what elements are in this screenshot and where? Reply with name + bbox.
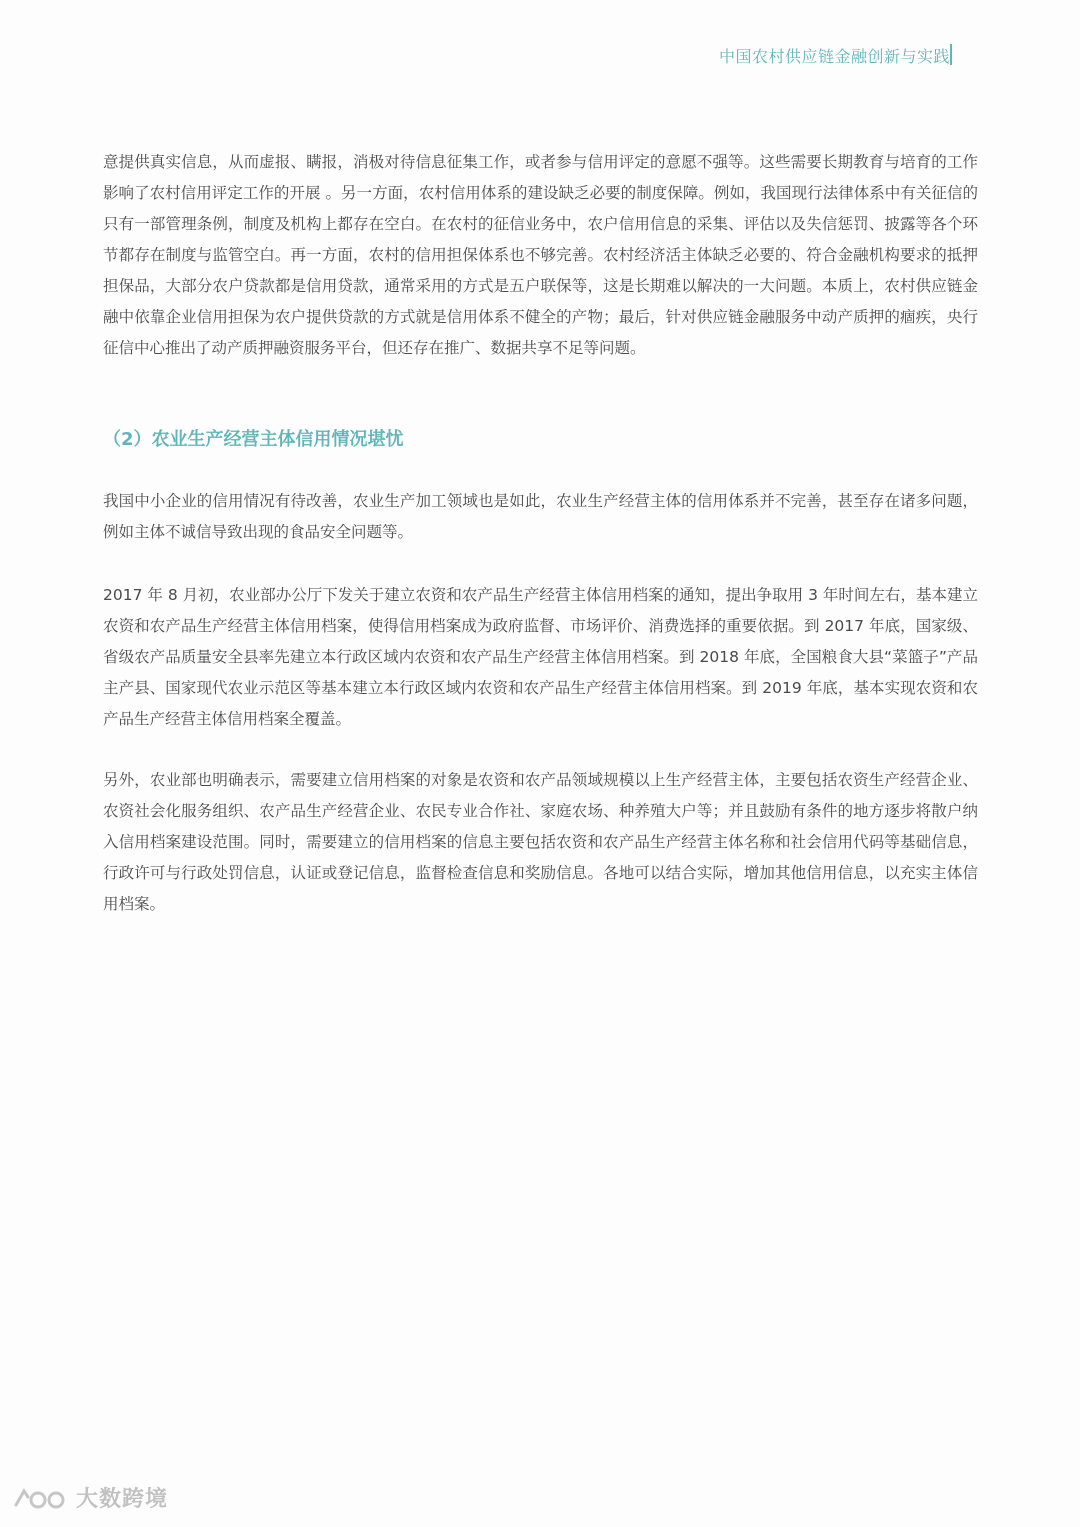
body-paragraph-1: 意提供真实信息，从而虚报、瞒报，消极对待信息征集工作，或者参与信用评定的意愿不强等。这些需要长期教育与培育的工作影响了农村信用评定工作的开展 。另一方面，农村信用体系的建设缺乏必要的制度保障。例如，我国现行法律体系中有关征信的只有一部管理条例，制度及机构上都存在空白。在农村的征信业务中，农户信用信息的采集、评估以及失信惩罚、披露等各个环节都存在制度与监管空白。再一方面，农村的信用担保体系也不够完善。农村经济活主体缺乏必要的、符合金融机构要求的抵押担保品，大部分农户贷款都是信用贷款，通常采用的方式是五户联保等，这是长期难以解决的一大问题。本质上，农村供应链金融中依靠企业信用担保为农户提供贷款的方式就是信用体系不健全的产物；最后，针对供应链金融服务中动产质押的痼疾，央行征信中心推出了动产质押融资服务平台，但还存在推广、数据共享不足等问题。: [103, 153, 978, 357]
section-heading: （2）农业生产经营主体信用情况堪忧: [103, 429, 404, 450]
daswg-logo-icon: [12, 1483, 72, 1513]
body-paragraph-2: 我国中小企业的信用情况有待改善，农业生产加工领域也是如此，农业生产经营主体的信用体系并不完善，甚至存在诸多问题，例如主体不诚信导致出现的食品安全问题等。: [103, 492, 978, 541]
watermark-text: 大数跨境: [76, 1487, 169, 1512]
body-paragraph-4: 另外，农业部也明确表示，需要建立信用档案的对象是农资和农产品领域规模以上生产经营主体，主要包括农资生产经营企业、农资社会化服务组织、农产品生产经营企业、农民专业合作社、家庭农场、种养殖大户等；并且鼓励有条件的地方逐步将散户纳入信用档案建设范围。同时，需要建立的信用档案的信息主要包括农资和农产品生产经营主体名称和社会信用代码等基础信息，行政许可与行政处罚信息，认证或登记信息，监督检查信息和奖励信息。各地可以结合实际，增加其他信用信息，以充实主体信用档案。: [103, 771, 978, 913]
page-header-title: 中国农村供应链金融创新与实践: [718, 47, 950, 66]
watermark: [12, 1482, 168, 1513]
header-divider-bar: [950, 44, 952, 65]
body-paragraph-3: 2017 年 8 月初，农业部办公厅下发关于建立农资和农产品生产经营主体信用档案的通知，提出争取用 3 年时间左右，基本建立农资和农产品生产经营主体信用档案，使得信用档案成为政府监督、市场评价、消费选择的重要依据。到 2017 年底，国家级、省级农产品质量安全县率先建立本行政区域内农资和农产品生产经营主体信用档案。到 2018 年底，全国粮食大县“菜篮子”产品主产县、国家现代农业示范区等基本建立本行政区域内农资和农产品生产经营主体信用档案。到 2019 年底，基本实现农资和农产品生产经营主体信用档案全覆盖。: [103, 586, 978, 728]
